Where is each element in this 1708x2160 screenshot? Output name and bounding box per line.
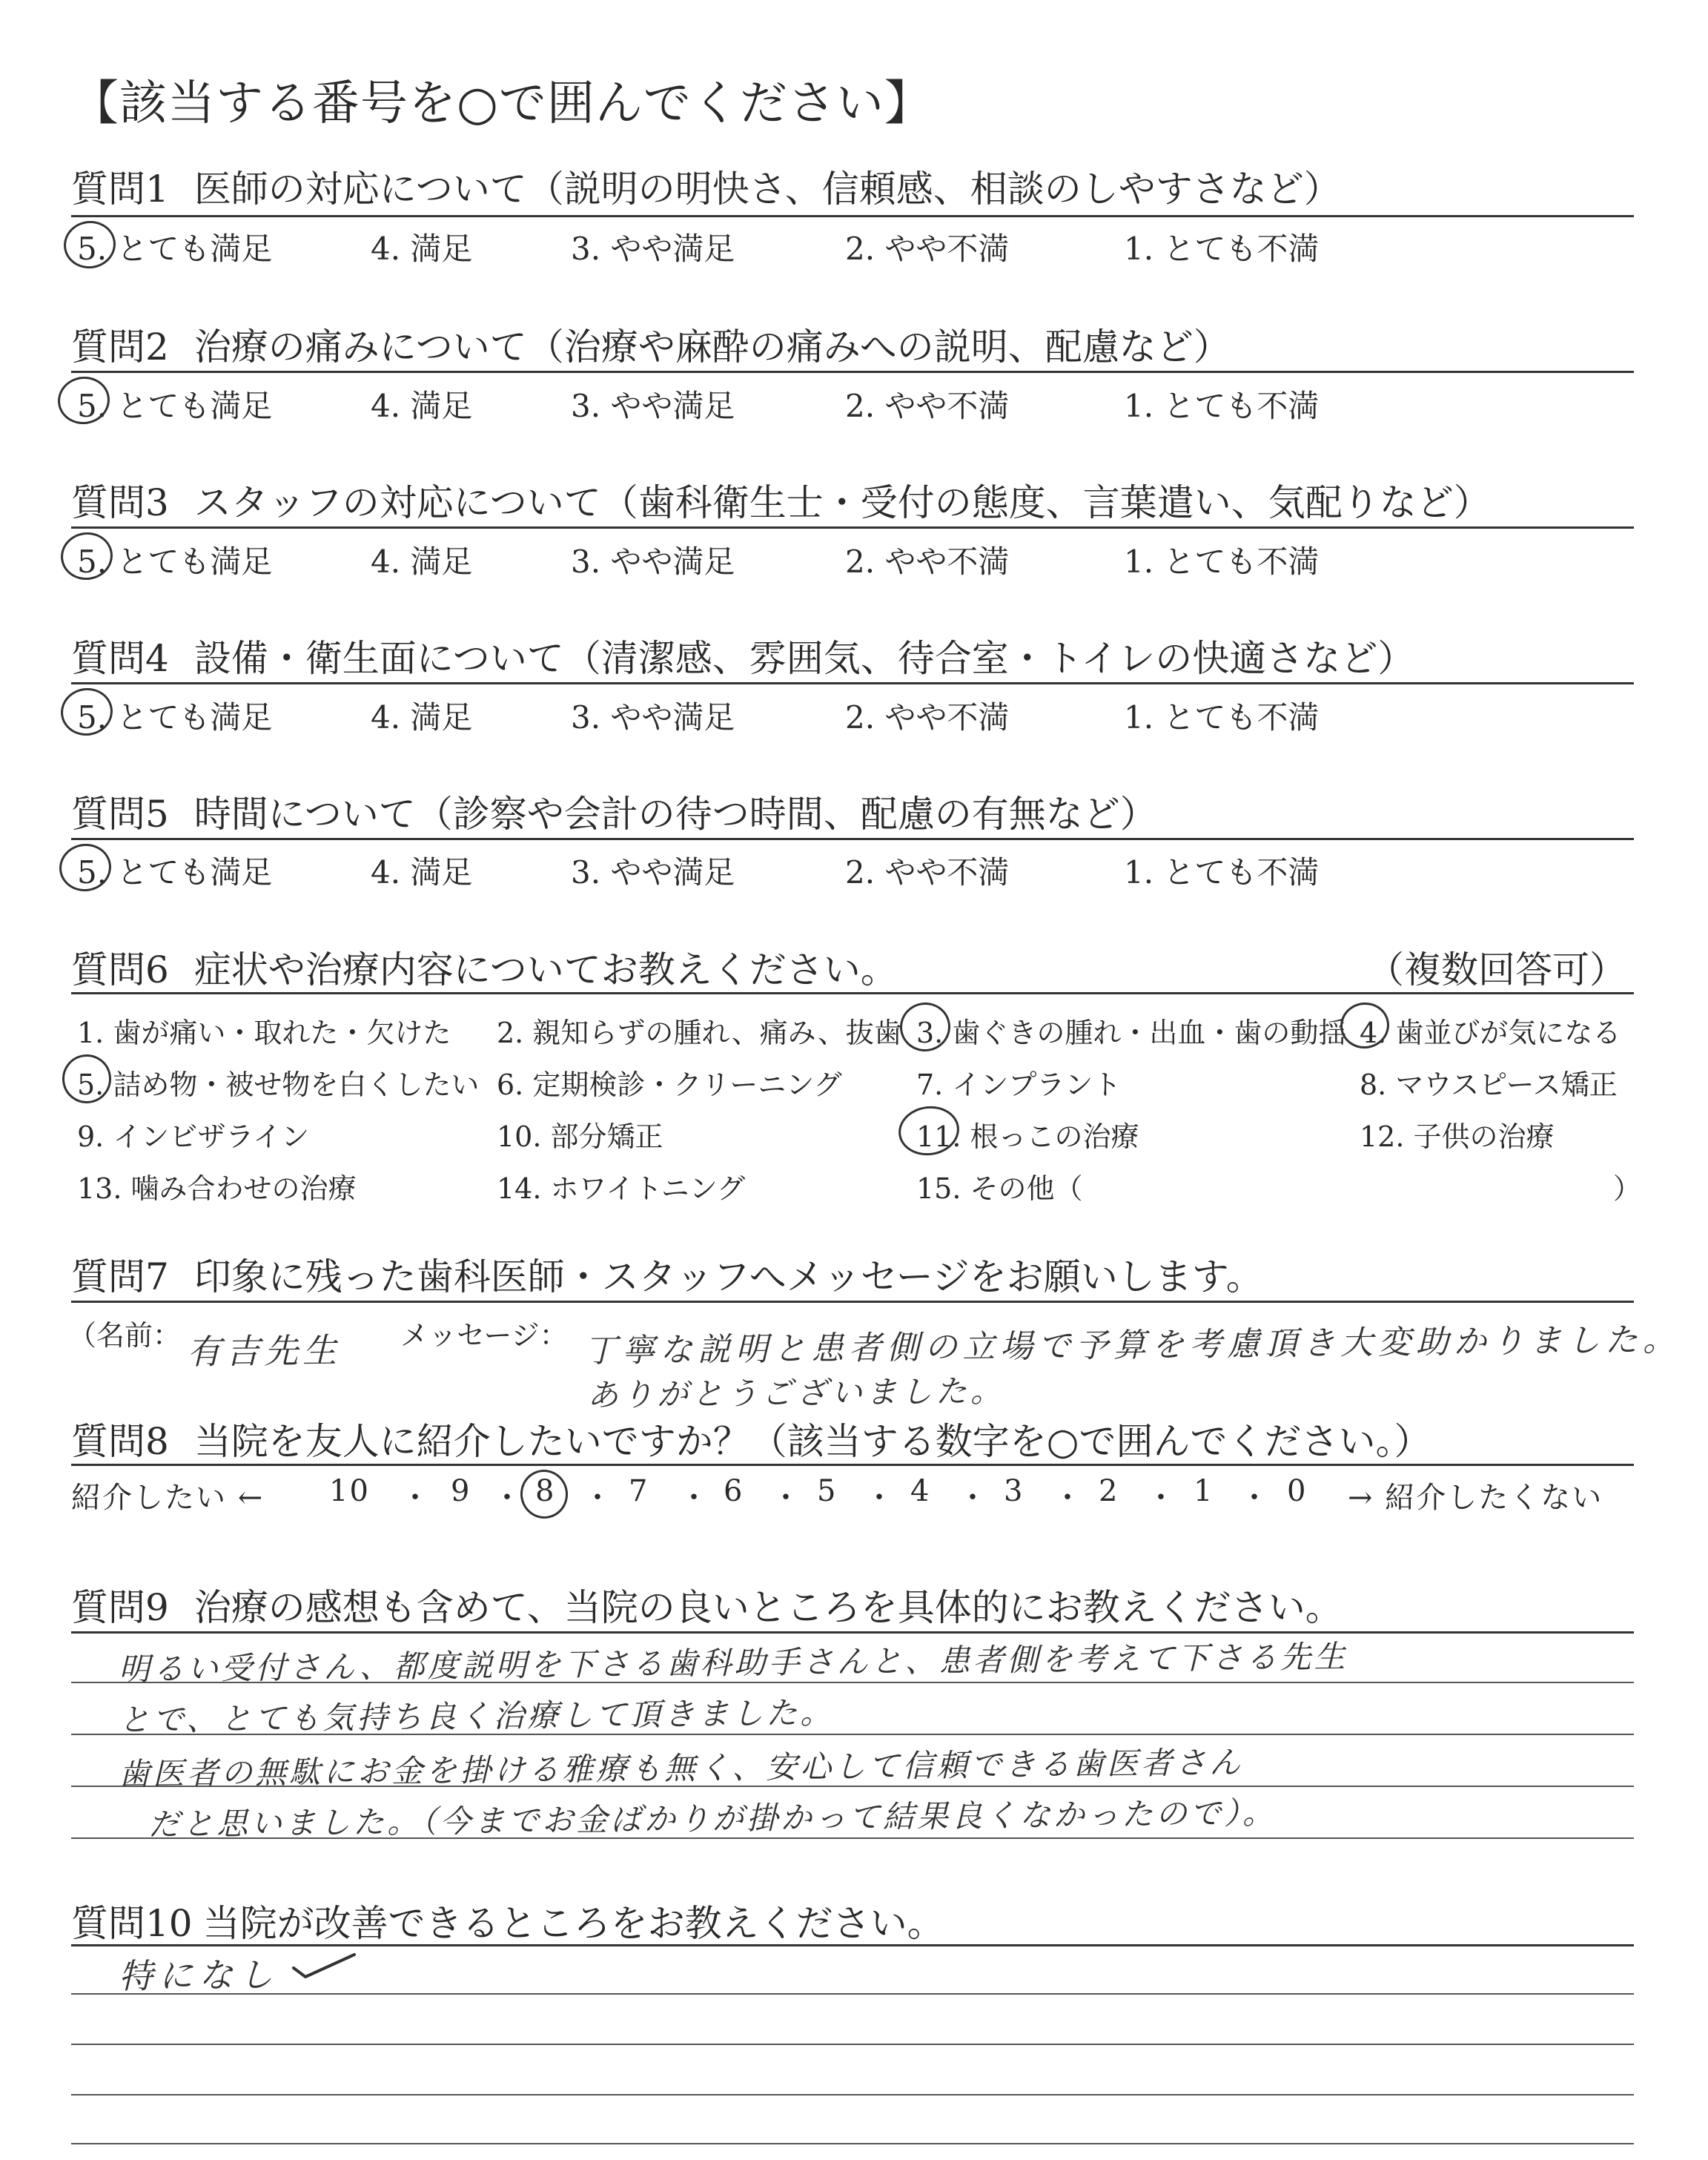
symptom-item[interactable]: 11. 根っこの治療 <box>916 1120 1139 1153</box>
question-5 <box>71 785 1157 838</box>
option-2[interactable]: 2. やや不満 <box>845 388 1010 424</box>
divider <box>71 371 1634 373</box>
option-4[interactable]: 4. 満足 <box>371 231 473 267</box>
question-text: 治療の痛みについて（治療や麻酔の痛みへの説明、配慮など） <box>193 326 1231 369</box>
scale-dot: ・ <box>583 1481 614 1515</box>
option-1[interactable]: 1. とても不満 <box>1124 544 1320 580</box>
scale-value[interactable]: 10 <box>329 1474 370 1508</box>
question-8 <box>71 1412 1431 1465</box>
option-2[interactable]: 2. やや不満 <box>845 699 1010 736</box>
scale-value[interactable]: 8 <box>535 1474 556 1508</box>
question-number: 質問4 <box>71 637 169 680</box>
scale-dot: ・ <box>400 1481 431 1515</box>
scale-dot: ・ <box>1239 1481 1271 1515</box>
scale-dot: ・ <box>679 1481 710 1515</box>
option-3[interactable]: 3. やや満足 <box>571 854 735 891</box>
question-3 <box>71 473 1491 526</box>
divider <box>71 1464 1634 1466</box>
name-label: （名前： <box>68 1319 182 1352</box>
scale-value[interactable]: 2 <box>1099 1474 1119 1508</box>
option-1[interactable]: 1. とても不満 <box>1124 699 1320 736</box>
question-number: 質問5 <box>71 793 169 836</box>
handwritten-name: 有吉先生 <box>186 1330 342 1373</box>
divider <box>71 682 1634 684</box>
question-4 <box>71 629 1414 682</box>
handwritten-message: 丁寧な説明と患者側の立場で予算を考慮頂き大変助かりました。 <box>583 1321 1681 1370</box>
other-close-paren: ） <box>1613 1172 1642 1205</box>
divider <box>71 526 1634 529</box>
symptom-item[interactable]: 8. マウスピース矯正 <box>1360 1069 1618 1101</box>
option-3[interactable]: 3. やや満足 <box>571 388 735 424</box>
question-text: 当院を友人に紹介したいですか？（該当する数字を○で囲んでください。） <box>193 1420 1431 1463</box>
scale-value[interactable]: 6 <box>724 1474 744 1508</box>
recommend-right-label: → 紹介したくない <box>1348 1481 1603 1515</box>
question-text: 医師の対応について（説明の明快さ、信頼感、相談のしやすさなど） <box>193 168 1341 211</box>
scale-dot: ・ <box>958 1481 989 1515</box>
question-number: 質問10 <box>71 1902 193 1945</box>
option-3[interactable]: 3. やや満足 <box>571 231 735 267</box>
option-5[interactable]: 5. とても満足 <box>77 544 273 580</box>
form-title: 【該当する番号を○で囲んでください】 <box>71 76 933 131</box>
divider <box>71 838 1634 840</box>
handwritten-answer-line: 歯医者の無駄にお金を掛ける雅療も無く、安心して信頼できる歯医者さん <box>118 1744 1244 1792</box>
question-text: 設備・衛生面について（清潔感、雰囲気、待合室・トイレの快適さなど） <box>193 637 1415 680</box>
symptom-item[interactable]: 5. 詰め物・被せ物を白くしたい <box>77 1069 480 1101</box>
symptom-item[interactable]: 14. ホワイトニング <box>497 1172 746 1205</box>
scale-value[interactable]: 9 <box>451 1474 471 1508</box>
scale-value[interactable]: 3 <box>1004 1474 1025 1508</box>
multiple-answers-note: （複数回答可） <box>1367 948 1626 991</box>
divider <box>71 215 1634 217</box>
option-4[interactable]: 4. 満足 <box>371 854 473 891</box>
handwritten-answer-line: だと思いました。（今までお金ばかりが掛かって結果良くなかったので）。 <box>148 1794 1277 1843</box>
scale-value[interactable]: 4 <box>910 1474 931 1508</box>
answer-line <box>71 2143 1634 2144</box>
option-2[interactable]: 2. やや不満 <box>845 854 1010 891</box>
question-number: 質問8 <box>71 1420 169 1463</box>
divider <box>71 1301 1634 1303</box>
option-4[interactable]: 4. 満足 <box>371 388 473 424</box>
option-2[interactable]: 2. やや不満 <box>845 544 1010 580</box>
option-5[interactable]: 5. とても満足 <box>77 388 273 424</box>
option-1[interactable]: 1. とても不満 <box>1124 388 1320 424</box>
symptom-item[interactable]: 12. 子供の治療 <box>1360 1120 1555 1153</box>
divider <box>71 992 1634 994</box>
scale-dot: ・ <box>771 1481 802 1515</box>
question-text: 当院が改善できるところをお教えください。 <box>202 1902 944 1945</box>
scale-dot: ・ <box>1053 1481 1084 1515</box>
option-5[interactable]: 5. とても満足 <box>77 699 273 736</box>
symptom-item[interactable]: 6. 定期検診・クリーニング <box>497 1069 842 1101</box>
question-text: 印象に残った歯科医師・スタッフへメッセージをお願いします。 <box>193 1255 1263 1298</box>
question-number: 質問2 <box>71 326 169 369</box>
question-text: 症状や治療内容についてお教えください。 <box>193 948 898 991</box>
recommend-left-label: 紹介したい ← <box>71 1481 265 1515</box>
handwritten-answer: 特になし <box>118 1954 279 1997</box>
symptom-item[interactable]: 15. その他（ <box>916 1172 1083 1205</box>
question-1 <box>71 159 1341 213</box>
question-10 <box>71 1894 944 1947</box>
question-number: 質問6 <box>71 948 169 991</box>
scale-dot: ・ <box>492 1481 523 1515</box>
handwritten-message-2: ありがとうございました。 <box>586 1373 1006 1413</box>
question-number: 質問9 <box>71 1586 169 1629</box>
scale-value[interactable]: 5 <box>817 1474 838 1508</box>
option-1[interactable]: 1. とても不満 <box>1124 854 1320 891</box>
symptom-item[interactable]: 7. インプラント <box>916 1069 1122 1101</box>
scale-value[interactable]: 7 <box>629 1474 649 1508</box>
handwritten-answer-line: 明るい受付さん、都度説明を下さる歯科助手さんと、患者側を考えて下さる先生 <box>118 1638 1348 1688</box>
option-4[interactable]: 4. 満足 <box>371 544 473 580</box>
symptom-item[interactable]: 2. 親知らずの腫れ、痛み、抜歯 <box>497 1017 902 1049</box>
option-4[interactable]: 4. 満足 <box>371 699 473 736</box>
checkmark-icon <box>291 1950 357 1980</box>
scale-value[interactable]: 0 <box>1287 1474 1308 1508</box>
symptom-item[interactable]: 4. 歯並びが気になる <box>1360 1017 1621 1049</box>
question-text: 時間について（診察や会計の待つ時間、配慮の有無など） <box>193 793 1157 836</box>
symptom-item[interactable]: 10. 部分矯正 <box>497 1120 663 1153</box>
symptom-item[interactable]: 3. 歯ぐきの腫れ・出血・歯の動揺 <box>916 1017 1347 1049</box>
symptom-item[interactable]: 13. 噛み合わせの治療 <box>77 1172 357 1205</box>
option-2[interactable]: 2. やや不満 <box>845 231 1010 267</box>
option-5[interactable]: 5. とても満足 <box>77 854 273 891</box>
divider <box>71 1944 1634 1946</box>
question-text: スタッフの対応について（歯科衛生士・受付の態度、言葉遣い、気配りなど） <box>193 481 1491 524</box>
answer-line <box>71 2044 1634 2045</box>
selection-circle <box>517 1467 572 1522</box>
question-2 <box>71 317 1231 371</box>
answer-line <box>71 1993 1634 1995</box>
divider <box>71 1631 1634 1634</box>
option-5[interactable]: 5. とても満足 <box>77 231 273 267</box>
symptom-item[interactable]: 1. 歯が痛い・取れた・欠けた <box>77 1017 451 1049</box>
question-number: 質問3 <box>71 481 169 524</box>
scale-value[interactable]: 1 <box>1194 1474 1214 1508</box>
option-3[interactable]: 3. やや満足 <box>571 544 735 580</box>
scale-dot: ・ <box>1146 1481 1177 1515</box>
question-9 <box>71 1578 1343 1631</box>
answer-line <box>71 2094 1634 2095</box>
question-7 <box>71 1247 1263 1301</box>
question-number: 質問1 <box>71 168 169 211</box>
handwritten-answer-line: とで、とても気持ち良く治療して頂きました。 <box>118 1694 835 1739</box>
option-1[interactable]: 1. とても不満 <box>1124 231 1320 267</box>
scale-dot: ・ <box>864 1481 896 1515</box>
question-6 <box>71 940 898 994</box>
message-label: メッセージ： <box>400 1319 568 1352</box>
question-number: 質問7 <box>71 1255 169 1298</box>
option-3[interactable]: 3. やや満足 <box>571 699 735 736</box>
question-text: 治療の感想も含めて、当院の良いところを具体的にお教えください。 <box>193 1586 1343 1629</box>
symptom-item[interactable]: 9. インビザライン <box>77 1120 310 1153</box>
